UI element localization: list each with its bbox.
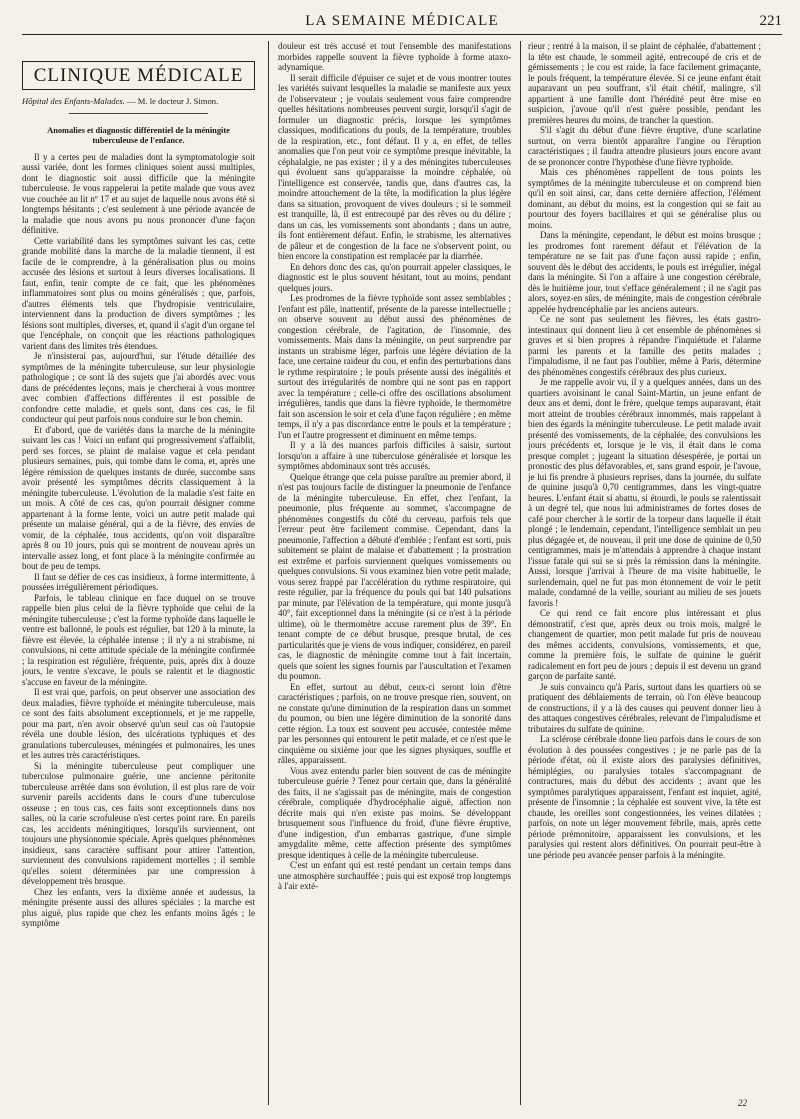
paragraph: Parfois, le tableau clinique en face duquel on se trouve rappelle bien plus celui de la fièvre typhoïde que celui de la méningite tuberculeuse ; c'est la forme typhoïde dans laquelle le ventre est ballonné, le pouls est régulier, bat 120 à la minute, la fièvre est élevée, la céphalée intense ; il n'y a ni strabisme, ni convulsions, ni cette attitude spéciale de la méningite confirmée ; la respiration est régulière, fréquente, puis, après dix à douze jours, le ventre s'excave, le pouls se ralentit et le diagnostic s'accuse en faveur de la méningite. — [22, 592, 255, 687]
column-rule-left — [268, 41, 269, 1105]
paragraph: La sclérose cérébrale donne lieu parfois dans le cours de son évolution à des poussées congestives ; je ne parle pas de la période d'état, où il existe alors des paralysies définitives, hémiplégies, ou paralysies totales s'accompagnant de contractures, mais du début des accidents ; avant que les symptômes paralytiques apparaissent, l'enfant est inquiet, agité, présente de l'insomnie ; la céphalée est souvent vive, la tête est chaude, les oreilles sont congestionnées, les veines dilatées ; parfois, on note un léger mouvement fébrile, mais, après cette période prémonitoire, apparaissent les convulsions, et les paralysies qui restent alors définitives. On pourrait peut-être à une période peu avancée penser parfois à la méningite. — [528, 734, 761, 860]
running-header — [22, 6, 782, 35]
column-1 — [22, 41, 255, 1103]
paragraph: Je me rappelle avoir vu, il y a quelques années, dans un des quartiers avoisinant le canal Saint-Martin, un jeune enfant de deux ans et demi, dont le frère, quelque temps auparavant, était mort atteint de troubles cérébraux innommés, mais rappelant à bien des égards la méningite tuberculeuse. Le petit malade avait présenté des vomissements, de la céphalée, des convulsions les jours précédents et, lorsque je le vis, il était dans le coma presque complet ; jugeant la situation désespérée, je portai un pronostic des plus défavorables, et, sans grand espoir, je l'avoue, je lui fis prendre à plusieurs reprises, dans la journée, du sulfate de quinine jusqu'à 0,70 centigrammes, dans les vingt-quatre heures. L'enfant était si abattu, si étourdi, le pouls se ralentissait à un degré tel, que nous lui administrames de fortes doses de café pour chercher à le sortir de la torpeur dans laquelle il était plongé ; le lendemain, cependant, l'intelligence semblait un peu plus dégagée et, de nouveau, il prit une dose de quinine de 0,50 centigrammes, mais je m'attendais à apprendre à chaque instant l'issue fatale qui sui se si près la rémission dans la méningite. Aussi, lorsque j'arrivai à l'heure de ma visite habituelle, le surlendemain, quel ne fut pas mon étonnement de voir le petit malade, condamné de la veille, souriant au milieu de ses jouets favoris ! — [528, 377, 761, 608]
section-title: CLINIQUE MÉDICALE — [22, 61, 255, 90]
paragraph: Cette variabilité dans les symptômes suivant les cas, cette grande mobilité dans la marche de la maladie tiennent, il est facile de le comprendre, à la généralisation plus ou moins accusée des lésions et surtout à leurs diverses localisations. Il faut, enfin, tenir compte de ce fait, que les phénomènes inflammatoires sont plus ou moins généralisés ; que, parfois, d'autres éléments tels que l'hydropisie ventriculaire, interviennent dans la production de divers symptômes ; les lésions sont multiples, diverses, et, quand il s'agit d'un organe tel que l'encéphale, on conçoit que les réactions pathologiques varient dans des limites très étendues. — [22, 235, 255, 351]
paragraph: C'est un enfant qui est resté pendant un certain temps dans une atmosphère surchauffée ; puis qui est exposé trop longtemps à l'air exté- — [278, 860, 511, 891]
signature-number: 22 — [738, 1098, 747, 1108]
paragraph: S'il s'agit du début d'une fièvre éruptive, d'une scarlatine surtout, on verra bientôt apparaître l'angine ou l'éruption caractéristiques ; il faudra attendre plusieurs jours encore avant de se prononcer contre l'hypothèse d'une fièvre typhoïde. — [528, 125, 761, 167]
paragraph: Il serait difficile d'épuiser ce sujet et de vous montrer toutes les variétés suivant lesquelles la maladie se manifeste aux yeux de l'observateur ; je voulais seulement vous faire comprendre quelles hésitations nombreuses peuvent surgir, lorsqu'il s'agit de formuler un diagnostic précis, lorsque les symptômes classiques, modifications du pouls, de la température, troubles de la respiration, etc., font défaut. Il y a, en effet, de telles anomalies que l'on peut voir ce symptôme presque inévitable, la céphalalgie, ne pas exister ; il y a des méningites tuberculeuses qui évoluent sans qu'apparaisse la moindre céphalée, où l'intelligence est conservée, tandis que, dans d'autres cas, la moindre attouchement de la tête, la modification la plus légère dans sa situation, provoquent de vives douleurs ; si le sommeil est tranquille, là, il est entrecoupé par des rêves ou du délire ; dans un cas, les vomissements sont abondants ; dans un autre, ils font entièrement défaut. Enfin, le strabisme, les alternatives de pâleur et de congestion de la face ne s'observent point, ou bien encore la constipation est remplacée par la diarrhée. — [278, 72, 511, 261]
paragraph: Dans la méningite, cependant, le début est moins brusque ; les prodromes font rarement défaut et l'élévation de la température ne se fait pas d'une façon aussi rapide ; enfin, souvent dès le début des accidents, le pouls est irrégulier, inégal dans la méningite. Si l'on a affaire à une congestion cérébrale, dès le huitième jour, tout s'efface généralement ; il ne s'agit pas alors, soyez-en sûrs, de méningite, mais de congestion cérébrale appelée hydrencéphalie par les anciens auteurs. — [528, 230, 761, 314]
byline-doctor: — M. le docteur J. Simon. — [127, 96, 219, 106]
paragraph: En effet, surtout au début, ceux-ci seront loin d'être caractéristiques ; parfois, on ne trouve presque rien, souvent, on ne constate qu'une diminution de la respiration dans un sommet du poumon, ou bien une légère diminution de la sonorité dans cette région. La toux est souvent peu accusée, contestée même par les personnes qui entourent le petit malade, et ce n'est que le cinquième ou sixième jour que les signes physiques, souffle et râles, apparaissent. — [278, 681, 511, 765]
paragraph: Je n'insisterai pas, aujourd'hui, sur l'étude détaillée des symptômes de la méningite tuberculeuse, sur leur physiologie pathologique ; ce sont là des sujets que j'ai abordés avec vous dans de précédentes leçons, mais je chercherai à vous montrer avec combien d'affections différentes il est possible de confondre cette maladie, et quels sont, dans ces cas, le fil conducteur qui peut parfois nous conduire sur le bon chemin. — [22, 351, 255, 424]
paragraph: En dehors donc des cas, qu'on pourrait appeler classiques, le diagnostic est le plus souvent hésitant, tout au moins, pendant quelques jours. — [278, 261, 511, 293]
page-number: 221 — [759, 13, 782, 29]
paragraph: Il faut se défier de ces cas insidieux, à forme intermittente, à poussées irrégulièrement périodiques. — [22, 571, 255, 592]
paragraph: Chez les enfants, vers la dixième année et audessus, la méningite présente aussi des allures spéciales ; la marche est plus aiguë, plus rapide que chez les enfants moins âgés ; le symptôme — [22, 886, 255, 928]
paragraph: Il y a là des nuances parfois difficiles à saisir, surtout lorsqu'on a affaire à une tuberculose généralisée et lorsque les symptômes abdominaux sont très accusés. — [278, 440, 511, 471]
byline-hospital: Hôpital des Enfants-Malades. — [22, 96, 125, 106]
paragraph: Si la méningite tuberculeuse peut compliquer une tuberculose pulmonaire guérie, une ancienne péritonite tuberculeuse arrêtée dans son évolution, il est plus rare de voir survenir pareils accidents dans le cours d'une tuberculose osseuse ; en tous cas, ces faits sont exceptionnels dans nos salles, où la carie scrofuleuse n'est certes point rare. En pareils cas, les accidents méningitiques, lorsqu'ils surviennent, ont toujours une physionomie spéciale. Après quelques phénomènes insidieux, sans caractère suffisant pour attirer l'attention, surviennent des convulsions rapidement mortelles ; il semble qu'elles soient déterminées par une compression à développement très brusque. — [22, 760, 255, 886]
paragraph: Les prodromes de la fièvre typhoïde sont assez semblables ; l'enfant est pâle, inattentif, présente de la paresse intellectuelle ; on observe souvent au début aussi des phénomènes de congestion cérébrale, de l'agitation, de l'insomnie, des vomissements. Mais dans la méningite, on peut surprendre par instants un strabisme léger, parfois une légère déviation de la face, une certaine raideur du cou, et enfin des perturbations dans le rythme respiratoire ; le pouls présente aussi des inégalités et surtout des irrégularités de nombre qui ne sont pas en rapport avec la température ; celle-ci offre des oscillations absolument irrégulières, tandis que dans la fièvre typhoïde, le thermomètre fait son ascension le soir et cela d'une façon régulière ; en même temps, il n'y a pas discordance entre le pouls et la température ; l'un et l'autre progressent et diminuent en même temps. — [278, 293, 511, 440]
paragraph: Il est vrai que, parfois, on peut observer une association des deux maladies, fièvre typhoïde et méningite tuberculeuse, mais ce sont des faits absolument exceptionnels, et je me rappelle, pour ma part, n'en avoir observé qu'un seul cas où l'autopsie révéla une double lésion, des ulcérations typhiques et des granulations tuberculeuses, méningées et pulmonaires, les unes et les autres très caractéristiques. — [22, 687, 255, 760]
paragraph: Je suis convaincu qu'à Paris, surtout dans les quartiers où se pratiquent des déblaiements de terrain, où l'on élève beaucoup de constructions, il y a là des causes qui peuvent donner lieu à des attaques congestives cérébrales, relevant de l'impaludisme et tributaires du sulfate de quinine. — [528, 681, 761, 734]
column-3 — [528, 41, 761, 1103]
column-2 — [278, 41, 511, 1103]
byline — [22, 96, 255, 107]
paragraph: Vous avez entendu parler bien souvent de cas de méningite tuberculeuse guérie ? Tenez pour certain que, dans la généralité des faits, il ne s'agissait pas de méningite, mais de congestion cérébrale, compliquée d'hydrocéphalie aiguë, affection non décrite mais qui n'en existe pas moins. Se développant brusquement sous l'influence du froid, d'une fièvre éruptive, d'une indigestion, d'un embarras gastrique, d'une simple amygdalite même, cette affection présente des symptômes presque identiques à celle de la méningite tuberculeuse. — [278, 765, 511, 860]
article-subtitle: Anomalies et diagnostic différentiel de la méningite tuberculeuse de l'enfance. — [47, 125, 230, 145]
paragraph: Il y a certes peu de maladies dont la symptomatologie soit aussi variée, dont les formes cliniques soient aussi multiples, dont le diagnostic soit aussi difficile que la méningite tuberculeuse. Je vous rappelerai la petite malade que vous avez vue couchée au lit nº 17 et au sujet de laquelle nous avons été si longtemps hésitants ; c'est seulement à une période avancée de la maladie que nous avons pu nous prononcer d'une façon définitive. — [22, 151, 255, 235]
paragraph: Quelque étrange que cela puisse paraître au premier abord, il n'est pas toujours facile de distinguer la pneumonie de l'enfance de la méningite tuberculeuse. En effet, chez l'enfant, la pneumonie, plus fréquente au sommet, s'accompagne de phénomènes congestifs du côté du cerveau, parfois tels que l'erreur peut être facilement commise. Cependant, dans la pneumonie, l'affection a débuté d'emblée ; l'enfant est sorti, puis subitement se plaint de malaise et d'abattement ; la prostration est extrême et parfois surviennent quelques vomissements ou quelques convulsions. Si vous examinez bien votre petit malade, vous serez frappé par l'accélération du rythme respiratoire, qui reste régulier, par la fréquence du pouls qui bat 140 pulsations par minute, par l'élévation de la température, qui monte jusqu'à 40°, fait exceptionnel dans la méningite (si ce n'est à la période ultime), où le thermomètre accuse rarement plus de 39°. En tenant compte de ce début brusque, presque brutal, de ces particularités que je viens de vous indiquer, considérez, en pareil cas, le diagnostic de méningite comme tout à fait incertain, quels que soient les signes fournis par l'auscultation et l'examen du poumon. — [278, 471, 511, 681]
paragraph: Ce ne sont pas seulement les fièvres, les états gastro-intestinaux qui donnent lieu à cet ensemble de phénomènes si graves et si bien propres à répandre l'inquiétude et l'alarme parmi les parents et la famille des petits malades ; l'impaludisme, il ne faut pas l'oublier, même à Paris, détermine des phénomènes congestifs cérébraux des plus curieux. — [528, 314, 761, 377]
column-rule-right — [520, 41, 521, 1105]
paragraph: Et d'abord, que de variétés dans la marche de la méningite suivant les cas ! Voici un enfant qui progressivement s'affaiblit, perd ses forces, se plaint de malaise vague et cela pendant plusieurs semaines, puis, qui tombe dans le coma, et, après une légère rémission de quelques instants de durée, succombe sans avoir présenté les symptômes décrits classiquement à la méningite tuberculeuse. L'évolution de la maladie s'est faite en un mois. A côté de ces cas, qu'on pourrait désigner comme appartenant à la forme lente, voici un autre petit malade qui présente un malaise général, qui a de la fièvre, des envies de vomir, de la céphalée, tous accidents, qu'on voit disparaître après 8 ou 10 jours, puis qui se montrent de nouveau après un intervalle assez long, et font place à la méningite confirmée au bout de peu de temps. — [22, 424, 255, 571]
journal-title: LA SEMAINE MÉDICALE — [305, 13, 499, 29]
paragraph: Mais ces phénomènes rappellent de tous points les symptômes de la méningite tuberculeuse et on comprend bien qu'il en soit ainsi, car, dans cette dernière affection, l'élément dominant, au début du moins, est la congestion qui se fait au pourtour des foyers bacillaires et qui se généralise plus ou moins. — [528, 167, 761, 230]
paragraph: douleur est très accusé et tout l'ensemble des manifestations morbides rappelle souvent la fièvre typhoïde à forme ataxo-adynamique. — [278, 41, 511, 72]
paragraph: rieur ; rentré à la maison, il se plaint de céphalée, d'abattement ; la tête est chaude, le sommeil agité, entrecoupé de cris et de gémissements ; le cou est raide, la face facilement grimaçante, le pouls fréquent, la température élevée. Si ce jeune enfant était auparavant un peu souffrant, s'il était chétif, malingre, s'il appartient à une famille dont l'hérédité peut être mise en suspicion, j'avoue qu'il n'est guère possible, pendant les premières heures du moins, de trancher la question. — [528, 41, 761, 125]
title-divider — [69, 113, 209, 114]
paragraph: Ce qui rend ce fait encore plus intéressant et plus démonstratif, c'est que, après deux ou trois mois, malgré le changement de quartier, mon petit malade fut pris de nouveau des mêmes accidents, convulsions, vomissements, et que, comme la première fois, le sulfate de quinine le guérit radicalement en fort peu de jours ; depuis il est devenu un grand garçon de parfaite santé. — [528, 608, 761, 681]
